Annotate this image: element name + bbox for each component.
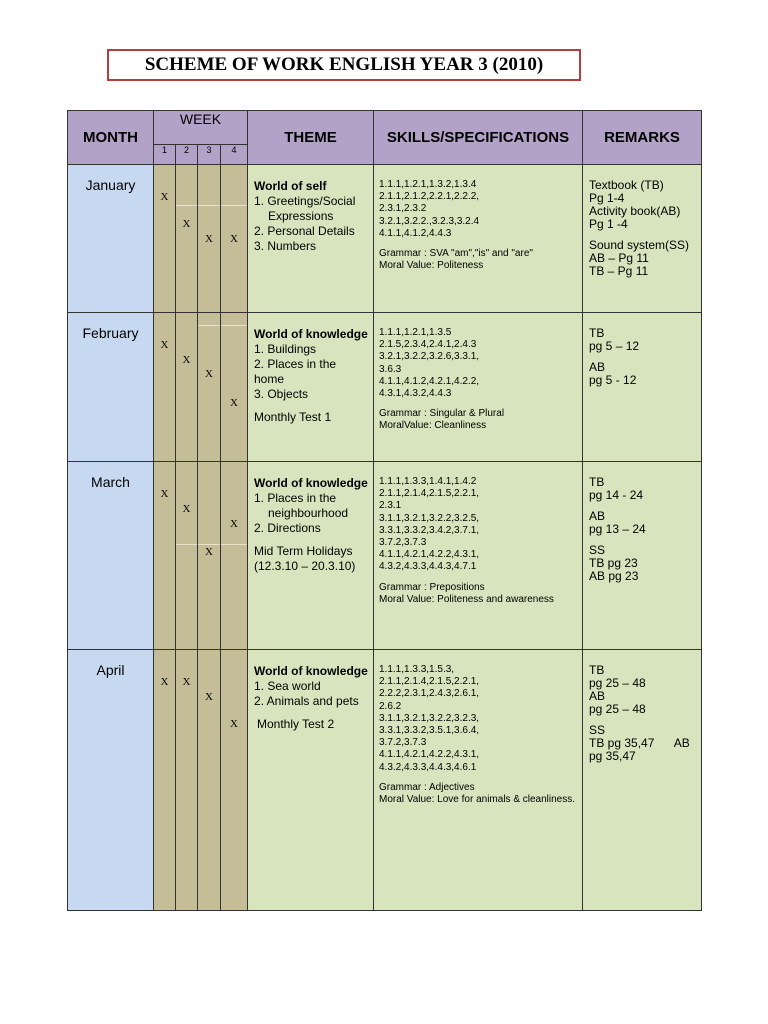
remarks-cell bbox=[583, 462, 702, 650]
remarks-line: pg 13 – 24 bbox=[589, 522, 646, 536]
remarks-line: pg 5 - 12 bbox=[589, 373, 637, 387]
week-1-cell bbox=[154, 462, 176, 650]
remarks-line: TB pg 23 bbox=[589, 556, 638, 570]
remarks-line: AB pg 23 bbox=[589, 569, 639, 583]
week-3-cell bbox=[198, 462, 221, 650]
theme-title: World of knowledge bbox=[254, 476, 368, 490]
week-mark: X bbox=[160, 339, 169, 351]
remarks-line: SS bbox=[589, 723, 606, 737]
skills-line: 4.3.2,4.3.3,4.4.3,4.6.1 bbox=[379, 761, 477, 773]
scheme-table bbox=[67, 110, 702, 911]
theme-item: neighbourhood bbox=[268, 506, 349, 520]
remarks-cell bbox=[583, 650, 702, 911]
week-mark: X bbox=[205, 233, 213, 245]
skills-line: 2.6.2 bbox=[379, 700, 402, 712]
week-mark: X bbox=[205, 691, 213, 703]
page-title: SCHEME OF WORK ENGLISH YEAR 3 (2010) bbox=[107, 49, 581, 81]
skills-line: 2.1.1,2.1.4,2.1.5,2.2.1, bbox=[379, 488, 480, 500]
week-2-cell bbox=[176, 313, 198, 462]
skills-line: 3.6.3 bbox=[379, 363, 402, 375]
skills-line: 2.3.1,2.3.2 bbox=[379, 203, 427, 215]
theme-cell bbox=[248, 462, 374, 650]
theme-item: 2. Animals and pets bbox=[254, 694, 359, 708]
week-2-cell bbox=[176, 165, 198, 313]
theme-cell bbox=[248, 165, 374, 313]
week-4-cell bbox=[221, 165, 248, 313]
header-month: MONTH bbox=[68, 111, 154, 165]
theme-item: (12.3.10 – 20.3.10) bbox=[254, 559, 356, 573]
table-row-january bbox=[68, 165, 702, 313]
week-3-cell bbox=[198, 313, 221, 462]
remarks-cell bbox=[583, 313, 702, 462]
theme-item: Monthly Test 1 bbox=[254, 410, 332, 424]
moral-value-note: Moral Value: Love for animals & cleanliness. bbox=[379, 794, 576, 806]
remarks-cell bbox=[583, 165, 702, 313]
skills-line: 2.1.1,2.1.2,2.2.1,2.2.2, bbox=[379, 191, 480, 203]
remarks-line: Pg 1 -4 bbox=[589, 217, 628, 231]
remarks-line: pg 25 – 48 bbox=[589, 676, 646, 690]
skills-line: 2.3.1 bbox=[379, 500, 402, 512]
week-mark: X bbox=[205, 546, 213, 558]
skills-line: 3.2.1,3.2.2.,3.2.3,3.2.4 bbox=[379, 215, 480, 227]
week-3-cell bbox=[198, 165, 221, 313]
remarks-line: TB bbox=[589, 475, 605, 489]
month-cell: January bbox=[68, 165, 154, 313]
week-1-cell bbox=[154, 650, 176, 911]
moral-value-note: MoralValue: Cleanliness bbox=[379, 420, 487, 432]
skills-cell bbox=[374, 313, 583, 462]
remarks-line: AB bbox=[589, 689, 606, 703]
skills-cell bbox=[374, 650, 583, 911]
month-cell: April bbox=[68, 650, 154, 911]
remarks-line: TB – Pg 11 bbox=[589, 264, 649, 278]
theme-item: 1. Greetings/Social bbox=[254, 194, 356, 208]
header-week: WEEK bbox=[154, 111, 248, 145]
theme-item: Expressions bbox=[268, 209, 334, 223]
table-row-april bbox=[68, 650, 702, 911]
skills-line: 4.1.1,4.1.2,4.4.3 bbox=[379, 227, 452, 239]
remarks-line: Activity book(AB) bbox=[589, 204, 681, 218]
skills-line: 3.3.1,3.3.2,3.4.2,3.7.1, bbox=[379, 524, 480, 536]
week-2-cell bbox=[176, 650, 198, 911]
week-3-cell bbox=[198, 650, 221, 911]
theme-title: World of knowledge bbox=[254, 664, 368, 678]
theme-item: 3. Numbers bbox=[254, 239, 317, 253]
remarks-line: pg 25 – 48 bbox=[589, 702, 646, 716]
skills-line: 4.1.1,4.2.1,4.2.2,4.3.1, bbox=[379, 549, 480, 561]
skills-line: 3.7.2,3.7.3 bbox=[379, 537, 427, 549]
grammar-note: Grammar : Singular & Plural bbox=[379, 408, 505, 420]
table-row-march bbox=[68, 462, 702, 650]
skills-cell bbox=[374, 165, 583, 313]
skills-line: 3.2.1,3.2.2,3.2.6,3.3.1, bbox=[379, 351, 480, 363]
week-2-cell bbox=[176, 462, 198, 650]
grammar-note: Grammar : Prepositions bbox=[379, 581, 485, 593]
remarks-line: AB bbox=[589, 360, 606, 374]
remarks-line: SS bbox=[589, 543, 606, 557]
week-1-cell bbox=[154, 313, 176, 462]
skills-line: 1.1.1,1.3.3,1.5.3, bbox=[379, 664, 455, 675]
week-number-4: 4 bbox=[221, 144, 248, 164]
moral-value-note: Moral Value: Politeness and awareness bbox=[379, 593, 554, 605]
skills-line: 1.1.1,1.2.1,1.3.5 bbox=[379, 327, 452, 338]
remarks-line: pg 35,47 bbox=[589, 749, 636, 763]
week-mark: X bbox=[182, 503, 191, 515]
week-1-cell bbox=[154, 165, 176, 313]
skills-line: 1.1.1,1.3.3,1.4.1,1.4.2 bbox=[379, 476, 477, 487]
remarks-line: pg 14 - 24 bbox=[589, 488, 644, 502]
week-mark: X bbox=[182, 218, 191, 230]
remarks-line: TB pg 35,47 AB bbox=[589, 736, 690, 750]
week-number-3: 3 bbox=[198, 144, 221, 164]
week-mark: X bbox=[182, 354, 191, 366]
remarks-line: Sound system(SS) bbox=[589, 238, 690, 252]
remarks-line: Pg 1-4 bbox=[589, 191, 625, 205]
skills-line: 3.1.1,3.2.1,3.2.2,3.2.5, bbox=[379, 512, 480, 524]
table-row-february bbox=[68, 313, 702, 462]
header-theme: THEME bbox=[248, 111, 374, 165]
skills-line: 2.1.1,2.1.4,2.1.5,2.2.1, bbox=[379, 676, 480, 688]
skills-line: 4.3.2,4.3.3,4.4.3,4.7.1 bbox=[379, 561, 477, 573]
week-4-cell bbox=[221, 313, 248, 462]
week-mark: X bbox=[230, 397, 238, 409]
remarks-line: TB bbox=[589, 663, 605, 677]
week-number-1: 1 bbox=[154, 144, 176, 164]
week-mark: X bbox=[160, 676, 169, 688]
theme-item: 2. Places in the home bbox=[254, 357, 337, 386]
week-number-2: 2 bbox=[176, 144, 198, 164]
skills-line: 2.2.2,2.3.1,2.4.3,2.6.1, bbox=[379, 688, 480, 700]
theme-title: World of self bbox=[254, 179, 327, 193]
remarks-line: AB bbox=[589, 509, 606, 523]
skills-line: 1.1.1,1.2.1,1.3.2,1.3.4 bbox=[379, 179, 477, 190]
skills-line: 3.1.1,3.2.1,3.2.2,3.2.3, bbox=[379, 712, 480, 724]
header-remarks: REMARKS bbox=[583, 111, 702, 165]
remarks-line: AB – Pg 11 bbox=[589, 251, 649, 265]
skills-line: 2.1.5,2.3.4,2.4.1,2.4.3 bbox=[379, 339, 477, 351]
theme-item: 2. Personal Details bbox=[254, 224, 355, 238]
header-skills: SKILLS/SPECIFICATIONS bbox=[374, 111, 583, 165]
remarks-line: TB bbox=[589, 326, 605, 340]
week-mark: X bbox=[182, 676, 191, 688]
theme-item: Mid Term Holidays bbox=[254, 544, 353, 558]
week-mark: X bbox=[160, 488, 169, 500]
theme-item: 3. Objects bbox=[254, 387, 309, 401]
week-mark: X bbox=[230, 718, 238, 730]
grammar-note: Grammar : SVA "am","is" and "are" bbox=[379, 248, 533, 260]
theme-item: 2. Directions bbox=[254, 521, 321, 535]
month-cell: March bbox=[68, 462, 154, 650]
theme-cell bbox=[248, 650, 374, 911]
remarks-line: Textbook (TB) bbox=[589, 178, 664, 192]
week-mark: X bbox=[230, 518, 238, 530]
skills-line: 3.7.2,3.7.3 bbox=[379, 737, 427, 749]
theme-cell bbox=[248, 313, 374, 462]
theme-item: 1. Buildings bbox=[254, 342, 317, 356]
week-mark: X bbox=[205, 368, 213, 380]
moral-value-note: Moral Value: Politeness bbox=[379, 260, 484, 272]
theme-item: 1. Places in the bbox=[254, 491, 337, 505]
theme-item: 1. Sea world bbox=[254, 679, 321, 693]
grammar-note: Grammar : Adjectives bbox=[379, 781, 475, 793]
skills-line: 4.3.1,4.3.2,4.4.3 bbox=[379, 388, 452, 400]
week-4-cell bbox=[221, 650, 248, 911]
skills-line: 3.3.1,3.3.2,3.5.1,3.6.4, bbox=[379, 725, 480, 737]
skills-line: 4.1.1,4.1.2,4.2.1,4.2.2, bbox=[379, 375, 480, 387]
week-mark: X bbox=[160, 191, 169, 203]
week-4-cell bbox=[221, 462, 248, 650]
week-mark: X bbox=[230, 233, 238, 245]
skills-line: 4.1.1,4.2.1,4.2.2,4.3.1, bbox=[379, 749, 480, 761]
remarks-line: pg 5 – 12 bbox=[589, 339, 640, 353]
month-cell: February bbox=[68, 313, 154, 462]
theme-title: World of knowledge bbox=[254, 327, 368, 341]
skills-cell bbox=[374, 462, 583, 650]
theme-item: Monthly Test 2 bbox=[257, 717, 335, 731]
